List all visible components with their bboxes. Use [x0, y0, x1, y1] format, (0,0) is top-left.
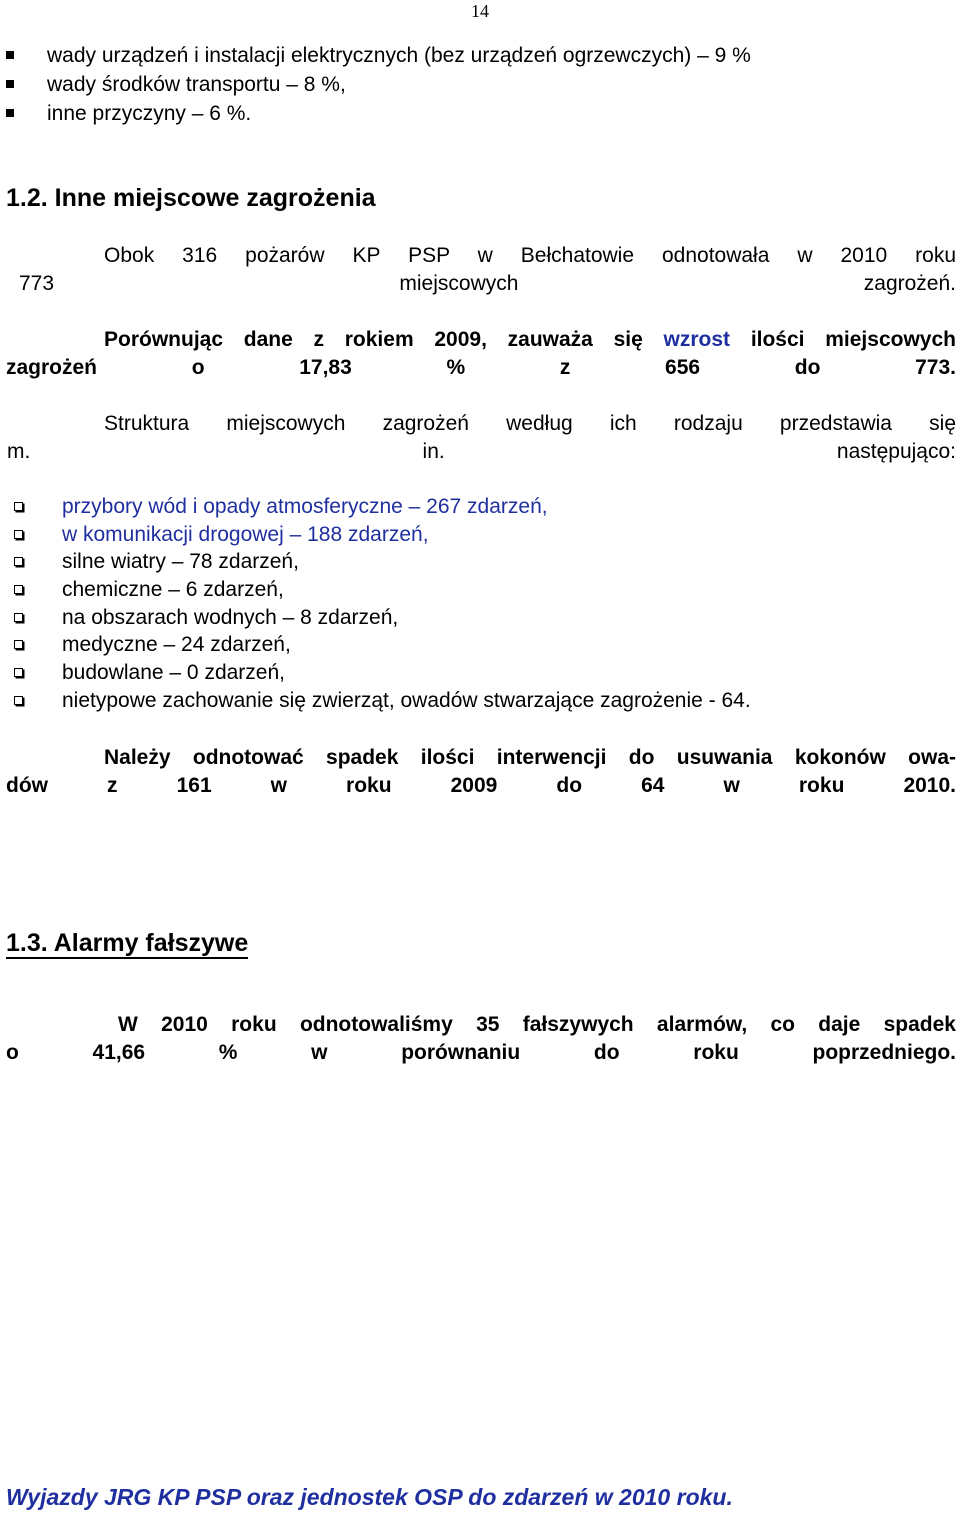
list-item-label: inne przyczyny – 6 %.	[47, 102, 252, 125]
list-item-label: w komunikacji drogowej – 188 zdarzeń,	[62, 522, 429, 546]
list-item	[6, 41, 751, 70]
section-heading-local-threats	[6, 183, 376, 213]
list-item-label: wady środków transportu – 8 %,	[47, 73, 346, 96]
checkbox-bullet-icon	[14, 585, 23, 594]
section-heading-false-alarms	[6, 928, 248, 958]
paragraph-structure-intro	[6, 410, 956, 466]
section-heading-text: 1.2. Inne miejscowe zagrożenia	[6, 184, 376, 212]
list-item	[6, 70, 751, 99]
section-heading-text: 1.3. Alarmy fałszywe	[6, 929, 249, 957]
page-number: 14	[471, 1, 489, 21]
increase-keyword: wzrost	[663, 328, 731, 351]
list-item-label: medyczne – 24 zdarzeń,	[62, 633, 291, 657]
square-bullet-icon	[6, 109, 14, 117]
checkbox-bullet-icon	[14, 696, 23, 705]
checkbox-bullet-icon	[14, 668, 23, 677]
list-item	[14, 493, 751, 521]
incident-type-list	[14, 493, 751, 715]
checkbox-bullet-icon	[14, 613, 23, 622]
list-item-label: wady urządzeń i instalacji elektrycznych (bez urządzeń ogrzewczych) – 9 %	[47, 44, 751, 67]
list-item	[14, 659, 751, 687]
checkbox-bullet-icon	[14, 640, 23, 649]
list-item	[14, 548, 751, 576]
checkbox-bullet-icon	[14, 557, 23, 566]
paragraph-line: W 2010 roku odnotowaliśmy 35 fałszywych alarmów, co daje spadek	[118, 1013, 956, 1036]
paragraph-cocoon-decrease	[6, 744, 956, 800]
cause-list	[6, 41, 751, 128]
list-item-label: na obszarach wodnych – 8 zdarzeń,	[62, 605, 399, 629]
list-item	[6, 99, 751, 128]
square-bullet-icon	[6, 51, 14, 59]
list-item	[14, 521, 751, 549]
list-item-label: przybory wód i opady atmosferyczne – 267 zdarzeń,	[62, 495, 548, 518]
paragraph-line: zagrożeń o 17,83 % z 656 do 773.	[6, 356, 956, 379]
list-item-label: budowlane – 0 zdarzeń,	[62, 661, 285, 685]
chart-section-title: Wyjazdy JRG KP PSP oraz jednostek OSP do zdarzeń w 2010 roku.	[6, 1484, 733, 1510]
list-item-label: silne wiatry – 78 zdarzeń,	[62, 550, 299, 574]
paragraph-line: dów z 161 w roku 2009 do 64 w roku 2010.	[6, 774, 956, 797]
paragraph-comparison	[6, 326, 956, 382]
square-bullet-icon	[6, 80, 14, 88]
list-item	[14, 687, 751, 715]
paragraph-line: o 41,66 % w porównaniu do roku poprzedniego.	[6, 1041, 956, 1064]
list-item	[14, 604, 751, 632]
paragraph-line: Obok 316 pożarów KP PSP w Bełchatowie odnotowała w 2010 roku	[104, 244, 956, 267]
paragraph-line: Należy odnotować spadek ilości interwencji do usuwania kokonów owa-	[104, 746, 956, 769]
paragraph-fires-summary	[6, 242, 956, 298]
list-item	[14, 631, 751, 659]
paragraph-line: m. in. następująco:	[7, 440, 956, 463]
paragraph-false-alarms	[6, 1011, 956, 1067]
checkbox-bullet-icon	[14, 530, 23, 539]
comparison-text-a: Porównując dane z rokiem 2009, zauważa się	[104, 328, 643, 351]
list-item	[14, 576, 751, 604]
list-item-label: nietypowe zachowanie się zwierząt, owadów stwarzające zagrożenie - 64.	[62, 688, 751, 712]
checkbox-bullet-icon	[14, 502, 23, 511]
comparison-text-b: ilości miejscowych	[750, 328, 956, 351]
paragraph-line: Struktura miejscowych zagrożeń według ich rodzaju przedstawia się	[104, 412, 956, 435]
paragraph-line: 773 miejscowych zagrożeń.	[19, 272, 956, 295]
list-item-label: chemiczne – 6 zdarzeń,	[62, 578, 284, 602]
paragraph-line	[6, 326, 956, 354]
